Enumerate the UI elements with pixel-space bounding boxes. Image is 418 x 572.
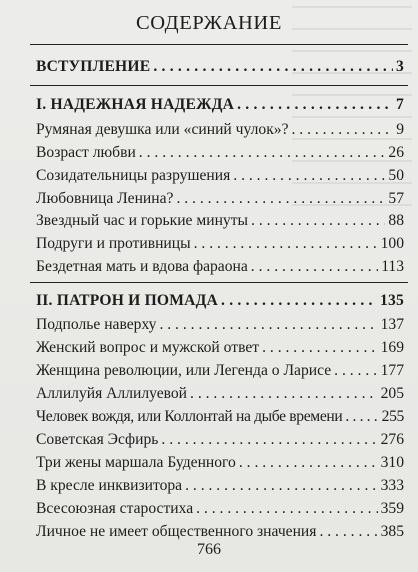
toc-entry-page: 205 xyxy=(380,385,404,402)
toc-entry-introduction xyxy=(36,58,404,76)
rule-section-2 xyxy=(30,282,408,283)
toc-entry xyxy=(36,408,404,426)
toc-entry-label: Румяная девушка или «синий чулок»? xyxy=(36,121,289,138)
dot-leader xyxy=(139,144,386,162)
rule-top xyxy=(30,44,408,45)
dot-leader xyxy=(185,477,378,495)
toc-entry-page: 57 xyxy=(388,190,404,207)
toc-entry-page: 255 xyxy=(381,408,404,425)
toc-entry xyxy=(36,431,404,449)
toc-entry xyxy=(36,385,404,403)
toc-entry xyxy=(36,121,404,139)
dot-leader xyxy=(190,385,378,403)
toc-entry-label: Возраст любви xyxy=(36,144,136,161)
dot-leader xyxy=(161,431,377,449)
dot-leader xyxy=(251,258,378,276)
dot-leader xyxy=(345,408,378,426)
toc-entry-page: 26 xyxy=(388,144,404,161)
toc-entry-page: 169 xyxy=(380,339,404,356)
toc-entry-label: II. ПАТРОН И ПОМАДА xyxy=(36,292,219,309)
dot-leader xyxy=(176,190,385,208)
toc-entry-label: ВСТУПЛЕНИЕ xyxy=(36,58,151,75)
toc-entry-page: 9 xyxy=(396,121,404,138)
toc-entry-label: Женщина революции, или Легенда о Ларисе xyxy=(36,362,332,379)
toc-entry-page: 385 xyxy=(380,523,404,540)
toc-entry-label: Женский вопрос и мужской ответ xyxy=(36,339,260,356)
toc-entry-label: Подруги и противницы xyxy=(36,235,191,252)
toc-entry-page: 310 xyxy=(380,454,404,471)
toc-entry-label: Человек вождя, или Коллонтай на дыбе времени xyxy=(36,408,343,425)
toc-entry-label: В кресле инквизитора xyxy=(36,477,183,494)
toc-entry xyxy=(36,235,404,253)
toc-entry-label: Созидательницы разрушения xyxy=(36,167,231,184)
toc-entry-page: 3 xyxy=(396,58,404,75)
dot-leader xyxy=(319,523,377,541)
toc-entry-label: Любовница Ленина? xyxy=(36,190,174,207)
dot-leader xyxy=(251,212,385,230)
toc-entry xyxy=(36,500,404,518)
toc-entry xyxy=(36,212,404,230)
toc-entry xyxy=(36,477,404,495)
dot-leader xyxy=(153,58,393,76)
toc-entry-page: 88 xyxy=(388,212,404,229)
dot-leader xyxy=(159,316,377,334)
toc-entry-label: I. НАДЕЖНАЯ НАДЕЖДА xyxy=(36,96,235,113)
toc-entry-label: Бездетная мать и вдова фараона xyxy=(36,258,248,275)
dot-leader xyxy=(237,96,393,114)
dot-leader xyxy=(194,235,378,253)
toc-section-1 xyxy=(36,96,404,114)
dot-leader xyxy=(334,362,377,380)
dot-leader xyxy=(221,292,377,310)
dot-leader xyxy=(291,121,393,139)
dot-leader xyxy=(239,454,378,472)
toc-entry xyxy=(36,144,404,162)
toc-entry-page: 137 xyxy=(380,316,404,333)
toc-entry-page: 50 xyxy=(388,167,404,184)
toc-entry-page: 359 xyxy=(380,500,404,517)
toc-entry-label: Аллилуйя Аллилуевой xyxy=(36,385,188,402)
toc-entry xyxy=(36,258,404,276)
dot-leader xyxy=(196,500,377,518)
toc-section-2 xyxy=(36,292,404,310)
toc-entry xyxy=(36,339,404,357)
toc-entry-label: Личное не имеет общественного значения xyxy=(36,523,317,540)
toc-entry xyxy=(36,454,404,472)
toc-entry-page: 177 xyxy=(380,362,404,379)
toc-entry-page: 333 xyxy=(380,477,404,494)
toc-entry-page: 100 xyxy=(380,235,404,252)
page-title: СОДЕРЖАНИЕ xyxy=(136,12,282,34)
toc-entry xyxy=(36,167,404,185)
toc-entry-page: 276 xyxy=(380,431,404,448)
toc-entry-label: Звездный час и горькие минуты xyxy=(36,212,249,229)
toc-entry xyxy=(36,190,404,208)
toc-entry xyxy=(36,523,404,541)
dot-leader xyxy=(262,339,378,357)
page-number: 766 xyxy=(197,541,221,558)
toc-entry-page: 135 xyxy=(380,292,404,309)
dot-leader xyxy=(233,167,385,185)
rule-section-1 xyxy=(30,85,408,86)
toc-entry-label: Три жены маршала Буденного xyxy=(36,454,236,471)
toc-entry-label: Подполье наверху xyxy=(36,316,157,333)
toc-entry-label: Советская Эсфирь xyxy=(36,431,159,448)
toc-entry-page: 7 xyxy=(396,96,404,113)
toc-entry-page: 113 xyxy=(381,258,404,275)
toc-entry-label: Всесоюзная старостиха xyxy=(36,500,194,517)
toc-entry xyxy=(36,316,404,334)
toc-entry xyxy=(36,362,404,380)
